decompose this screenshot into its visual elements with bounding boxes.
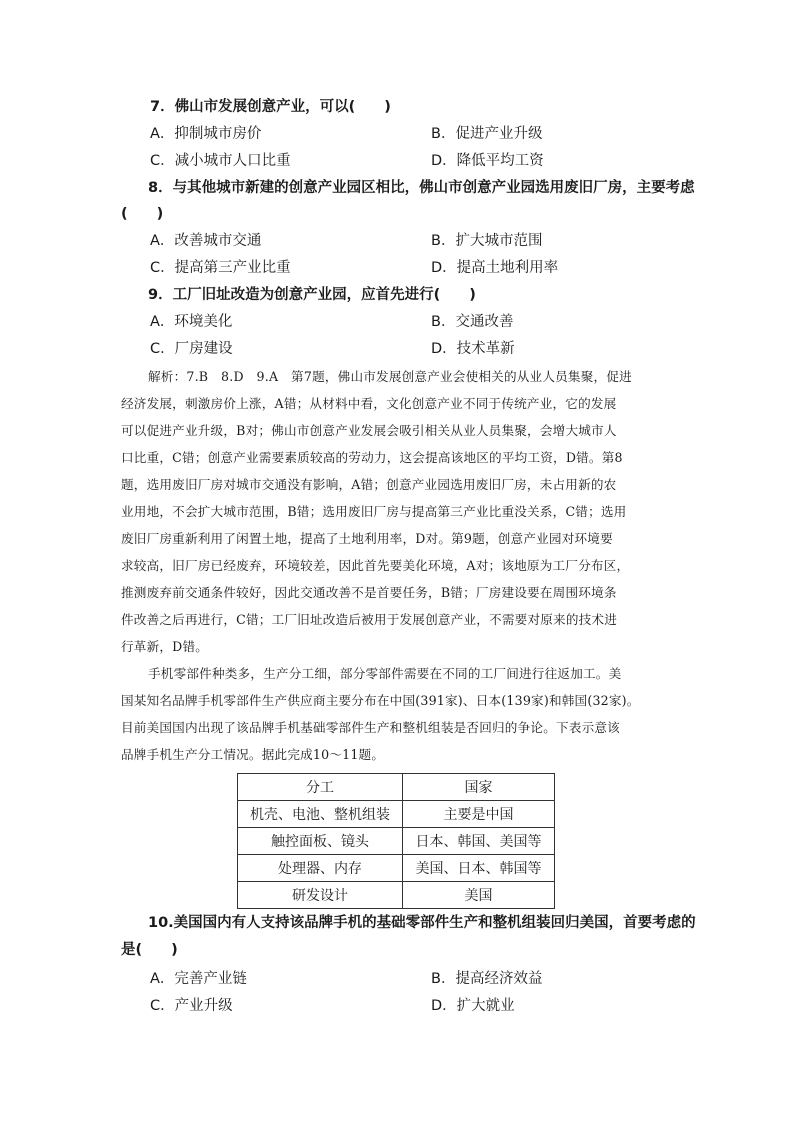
question-9-stem: 9．工厂旧址改造为创意产业园，应首先进行( ) xyxy=(148,287,476,303)
question-8-option-a: A．改善城市交通 xyxy=(150,233,262,249)
question-9-option-c: C．厂房建设 xyxy=(150,341,233,357)
table-cell: 日本、韩国、美国等 xyxy=(403,828,555,855)
explanation-line: 解析：7.B 8.D 9.A 第7题，佛山市发展创意产业会使相关的从业人员集聚，促进 xyxy=(148,369,632,384)
question-7-stem: 7．佛山市发展创意产业，可以( ) xyxy=(150,99,391,115)
table-cell: 机壳、电池、整机组装 xyxy=(238,801,403,828)
question-9-option-b: B．交通改善 xyxy=(431,314,514,330)
question-10-stem-cont: 是( ) xyxy=(121,942,178,958)
question-8-option-c: C．提高第三产业比重 xyxy=(150,260,291,276)
explanation-line: 题，选用废旧厂房对城市交通没有影响，A错；创意产业园选用废旧厂房，未占用新的农 xyxy=(121,477,617,492)
table-row xyxy=(238,855,555,882)
table-header: 分工 xyxy=(238,774,403,801)
question-8-stem: 8．与其他城市新建的创意产业园区相比，佛山市创意产业园选用废旧厂房，主要考虑 xyxy=(148,180,695,196)
table-cell: 处理器、内存 xyxy=(238,855,403,882)
explanation-line: 件改善之后再进行，C错；工厂旧址改造后被用于发展创意产业，不需要对原来的技术进 xyxy=(121,612,617,627)
question-10-stem: 10.美国国内有人支持该品牌手机的基础零部件生产和整机组装回归美国，首要考虑的 xyxy=(148,915,696,931)
explanation-line: 求较高，旧厂房已经废弃，环境较差，因此首先要美化环境，A对；该地原为工厂分布区， xyxy=(121,558,630,573)
explanation-line: 口比重，C错；创意产业需要素质较高的劳动力，这会提高该地区的平均工资，D错。第8 xyxy=(121,450,623,465)
question-8-option-d: D．提高土地利用率 xyxy=(431,260,559,276)
production-division-table xyxy=(237,773,555,909)
explanation-line: 业用地，不会扩大城市范围，B错；选用废旧厂房与提高第三产业比重没关系，C错；选用 xyxy=(121,504,627,519)
material-line: 目前美国国内出现了该品牌手机基础零部件生产和整机组装是否回归的争论。下表示意该 xyxy=(121,720,620,735)
explanation-line: 推测废弃前交通条件较好，因此交通改善不是首要任务，B错；厂房建设要在周围环境条 xyxy=(121,585,617,600)
question-7-option-d: D．降低平均工资 xyxy=(431,153,544,169)
table-row xyxy=(238,801,555,828)
explanation-line: 废旧厂房重新利用了闲置土地，提高了土地利用率，D对。第9题，创意产业园对环境要 xyxy=(121,531,613,546)
table-cell: 主要是中国 xyxy=(403,801,555,828)
table-cell: 美国 xyxy=(403,882,555,909)
table-cell: 美国、日本、韩国等 xyxy=(403,855,555,882)
table-header: 国家 xyxy=(403,774,555,801)
question-7-option-c: C．减小城市人口比重 xyxy=(150,153,291,169)
explanation-line: 经济发展，刺激房价上涨，A错；从材料中看，文化创意产业不同于传统产业，它的发展 xyxy=(121,396,617,411)
material-line: 品牌手机生产分工情况。据此完成10～11题。 xyxy=(121,747,385,762)
table-row xyxy=(238,828,555,855)
table-header-row xyxy=(238,774,555,801)
question-10-option-b: B．提高经济效益 xyxy=(431,971,543,987)
question-9-option-a: A．环境美化 xyxy=(150,314,233,330)
question-7-option-b: B．促进产业升级 xyxy=(431,126,543,142)
question-7-option-a: A．抑制城市房价 xyxy=(150,126,262,142)
table-row xyxy=(238,882,555,909)
question-10-option-c: C．产业升级 xyxy=(150,998,233,1014)
table-cell: 触控面板、镜头 xyxy=(238,828,403,855)
table-cell: 研发设计 xyxy=(238,882,403,909)
material-line: 国某知名品牌手机零部件生产供应商主要分布在中国(391家)、日本(139家)和韩国(32家)。 xyxy=(121,693,640,708)
question-8-option-b: B．扩大城市范围 xyxy=(431,233,543,249)
question-9-option-d: D．技术革新 xyxy=(431,341,515,357)
question-8-stem-cont: ( ) xyxy=(121,206,164,222)
explanation-line: 可以促进产业升级，B对；佛山市创意产业发展会吸引相关从业人员集聚，会增大城市人 xyxy=(121,423,617,438)
explanation-line: 行革新，D错。 xyxy=(121,639,209,654)
question-10-option-d: D．扩大就业 xyxy=(431,998,515,1014)
question-10-option-a: A．完善产业链 xyxy=(150,971,247,987)
material-line: 手机零部件种类多，生产分工细，部分零部件需要在不同的工厂间进行往返加工。美 xyxy=(148,666,622,681)
